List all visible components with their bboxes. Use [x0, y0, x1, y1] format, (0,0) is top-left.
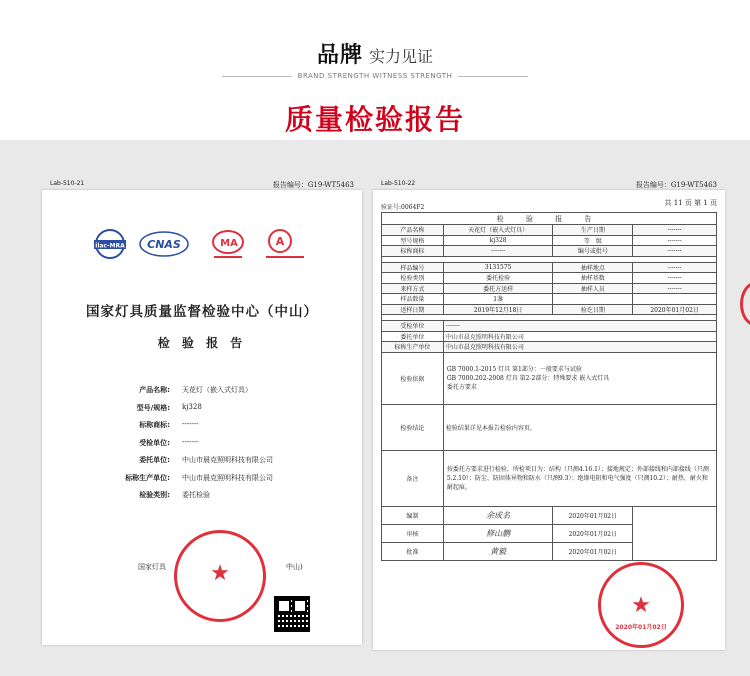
cell: -------: [633, 262, 717, 273]
lab-number: Lab-510-21: [50, 180, 85, 187]
table-row: [382, 352, 717, 404]
field-value: -------: [182, 420, 199, 428]
field-key: 标称生产单位:: [125, 473, 170, 482]
field-key: 委托单位:: [139, 456, 170, 464]
field-key: 标称商标:: [139, 421, 170, 429]
lab-number: Lab-510-22: [381, 180, 416, 187]
brand-heading: [0, 38, 750, 69]
cnas-logo: [138, 228, 194, 260]
table-row: [382, 331, 717, 342]
cell: 2020年01月02日: [633, 304, 717, 315]
cell: -------: [633, 273, 717, 284]
basis-line: GB 7000.1-2015 灯具 第1部分：一般要求与试验: [446, 365, 582, 373]
cell: 中山市晨克照明科技有限公司: [443, 331, 716, 342]
inspection-table: [381, 212, 717, 561]
cell: 1盏: [443, 294, 553, 305]
cell: -------: [633, 283, 717, 294]
field-row: [82, 490, 342, 508]
field-value: 中山市晨克照明科技有限公司: [182, 456, 273, 464]
cell: 委托检验: [443, 273, 553, 284]
signature: 修山鹏: [443, 524, 553, 542]
ilac-logo-text: ilac-MRA: [95, 242, 125, 250]
seal-date: 2020年01月02日: [615, 624, 667, 631]
table-row: [382, 304, 717, 315]
field-key: 型号/规格:: [136, 403, 170, 412]
field-row: [82, 420, 342, 438]
cal-logo-text: A: [275, 235, 285, 248]
basis-line: 委托方要求: [446, 383, 477, 391]
cell: 等 级: [553, 235, 633, 246]
basis-line: GB 7000.202-2008 灯具 第2-2部分：特殊要求 嵌入式灯具: [446, 374, 610, 382]
cell: 编制: [382, 506, 444, 524]
cell: 产品名称: [382, 225, 444, 236]
cell: -------: [633, 225, 717, 236]
cell: 2019年12月18日: [443, 304, 553, 315]
cell: 样品数量: [382, 294, 444, 305]
product-fields: [82, 385, 342, 508]
cma-logo-text: MA: [220, 238, 238, 249]
cell: -------: [443, 246, 553, 257]
cell: 样品编号: [382, 262, 444, 273]
cell: -------: [633, 235, 717, 246]
cell: 抽样人员: [553, 283, 633, 294]
report-detail-document: [373, 180, 725, 650]
cell: 检验类别: [382, 273, 444, 284]
cnas-logo-text: CNAS: [147, 238, 181, 251]
cell: 检验结果详见本报告检验内容页。: [443, 404, 716, 450]
footer-org-tail: 中山): [286, 563, 303, 571]
cell: 标称商标: [382, 246, 444, 257]
table-row: [382, 283, 717, 294]
cal-logo: [260, 228, 310, 260]
footer-org-text: 国家灯具: [138, 563, 166, 571]
field-key: 检验类别:: [139, 491, 170, 499]
field-row: [82, 385, 342, 403]
cma-logo: [208, 228, 248, 260]
field-value: kj328: [182, 402, 202, 411]
remark-cell: 按委托方要求进行检验，所检项目为：结构（只测4.16.1）；接地规定；外部接线和内部接线（只测5.2.10）；防尘、防固体异物和防水（只测9.3）；绝缘电阻和电气强度（只测10.2）；耐热、耐火和耐起痕。: [443, 450, 716, 506]
brand-sub-text: 实力见证: [369, 47, 434, 66]
cell: 检验依据: [382, 352, 444, 404]
cell: -------: [443, 321, 716, 332]
cell: 生产日期: [553, 225, 633, 236]
cell: -------: [633, 246, 717, 257]
cell: 标称生产单位: [382, 342, 444, 353]
inspection-center-name: 国家灯具质量监督检验中心（中山）: [86, 304, 318, 320]
seal-star-icon: ★: [210, 561, 230, 586]
accreditation-logos: [90, 228, 330, 260]
basis-cell: [443, 352, 716, 404]
signature: 余成名: [443, 506, 553, 524]
table-row: [382, 273, 717, 284]
field-value: -------: [182, 437, 199, 446]
table-row: [382, 342, 717, 353]
field-value: 天花灯（嵌入式灯具）: [182, 386, 252, 394]
field-key: 产品名称:: [139, 386, 170, 394]
seal-cell: [633, 506, 717, 560]
brand-english-text: BRAND STRENGTH WITNESS STRENGTH: [297, 72, 453, 80]
table-row: [382, 404, 717, 450]
table-row: [382, 321, 717, 332]
divider-left: [222, 76, 292, 77]
field-row: [82, 455, 342, 473]
qr-code: [274, 596, 310, 632]
cell: 2020年01月02日: [553, 506, 633, 524]
table-title: 检 验 报 告: [382, 213, 717, 225]
cell: [633, 294, 717, 305]
table-row: [382, 450, 717, 506]
report-number: 报告编号：G19-WT5463: [272, 181, 354, 189]
cell: 验讫日期: [553, 304, 633, 315]
section-title: [0, 98, 750, 142]
field-row: [82, 403, 342, 421]
cell: 中山市晨克照明科技有限公司: [443, 342, 716, 353]
cell: 抽样基数: [553, 273, 633, 284]
cell: 检验结论: [382, 404, 444, 450]
report-number: 报告编号：G19-WT5463: [635, 181, 717, 189]
cell: 送样日期: [382, 304, 444, 315]
cell: 抽样地点: [553, 262, 633, 273]
official-seal: [174, 530, 266, 622]
table-row: [382, 246, 717, 257]
cell: 批准: [382, 542, 444, 560]
signature: 黄毅: [443, 542, 553, 560]
seal-star-icon: ★: [631, 593, 651, 618]
field-row: [82, 473, 342, 491]
cell: 编号或批号: [553, 246, 633, 257]
cover-page-document: [42, 180, 362, 645]
table-row: [382, 262, 717, 273]
divider-right: [458, 76, 528, 77]
cell: 2020年01月02日: [553, 542, 633, 560]
cell: 审核: [382, 524, 444, 542]
cell: 型号规格: [382, 235, 444, 246]
table-row: [382, 235, 717, 246]
cell: 受检单位: [382, 321, 444, 332]
cell: 备注: [382, 450, 444, 506]
table-row: [382, 225, 717, 236]
official-seal: [598, 562, 684, 648]
section-title-text: 质量检验报告: [271, 98, 479, 142]
form-number: 验证号:0064F2: [381, 204, 425, 211]
brand-main-text: 品牌: [316, 43, 363, 68]
inspection-report-title: 检 验 报 告: [157, 336, 247, 350]
ilac-mra-logo: [90, 228, 130, 260]
cell: 委托单位: [382, 331, 444, 342]
page-header: [0, 0, 750, 140]
field-value: 中山市晨克照明科技有限公司: [182, 473, 273, 482]
cell: 委托方送样: [443, 283, 553, 294]
brand-english: [0, 72, 750, 80]
cell: kj328: [443, 235, 553, 246]
page-indicator: 共 11 页 第 1 页: [664, 199, 717, 207]
cell: 天花灯（嵌入式灯具）: [443, 225, 553, 236]
table-row: [382, 506, 717, 524]
cell: 3131575: [443, 262, 553, 273]
field-key: 受检单位:: [139, 438, 170, 447]
field-row: [82, 438, 342, 456]
cell: [553, 294, 633, 305]
field-value: 委托检验: [182, 491, 210, 499]
cell: 2020年01月02日: [553, 524, 633, 542]
table-row: [382, 294, 717, 305]
cell: 来样方式: [382, 283, 444, 294]
